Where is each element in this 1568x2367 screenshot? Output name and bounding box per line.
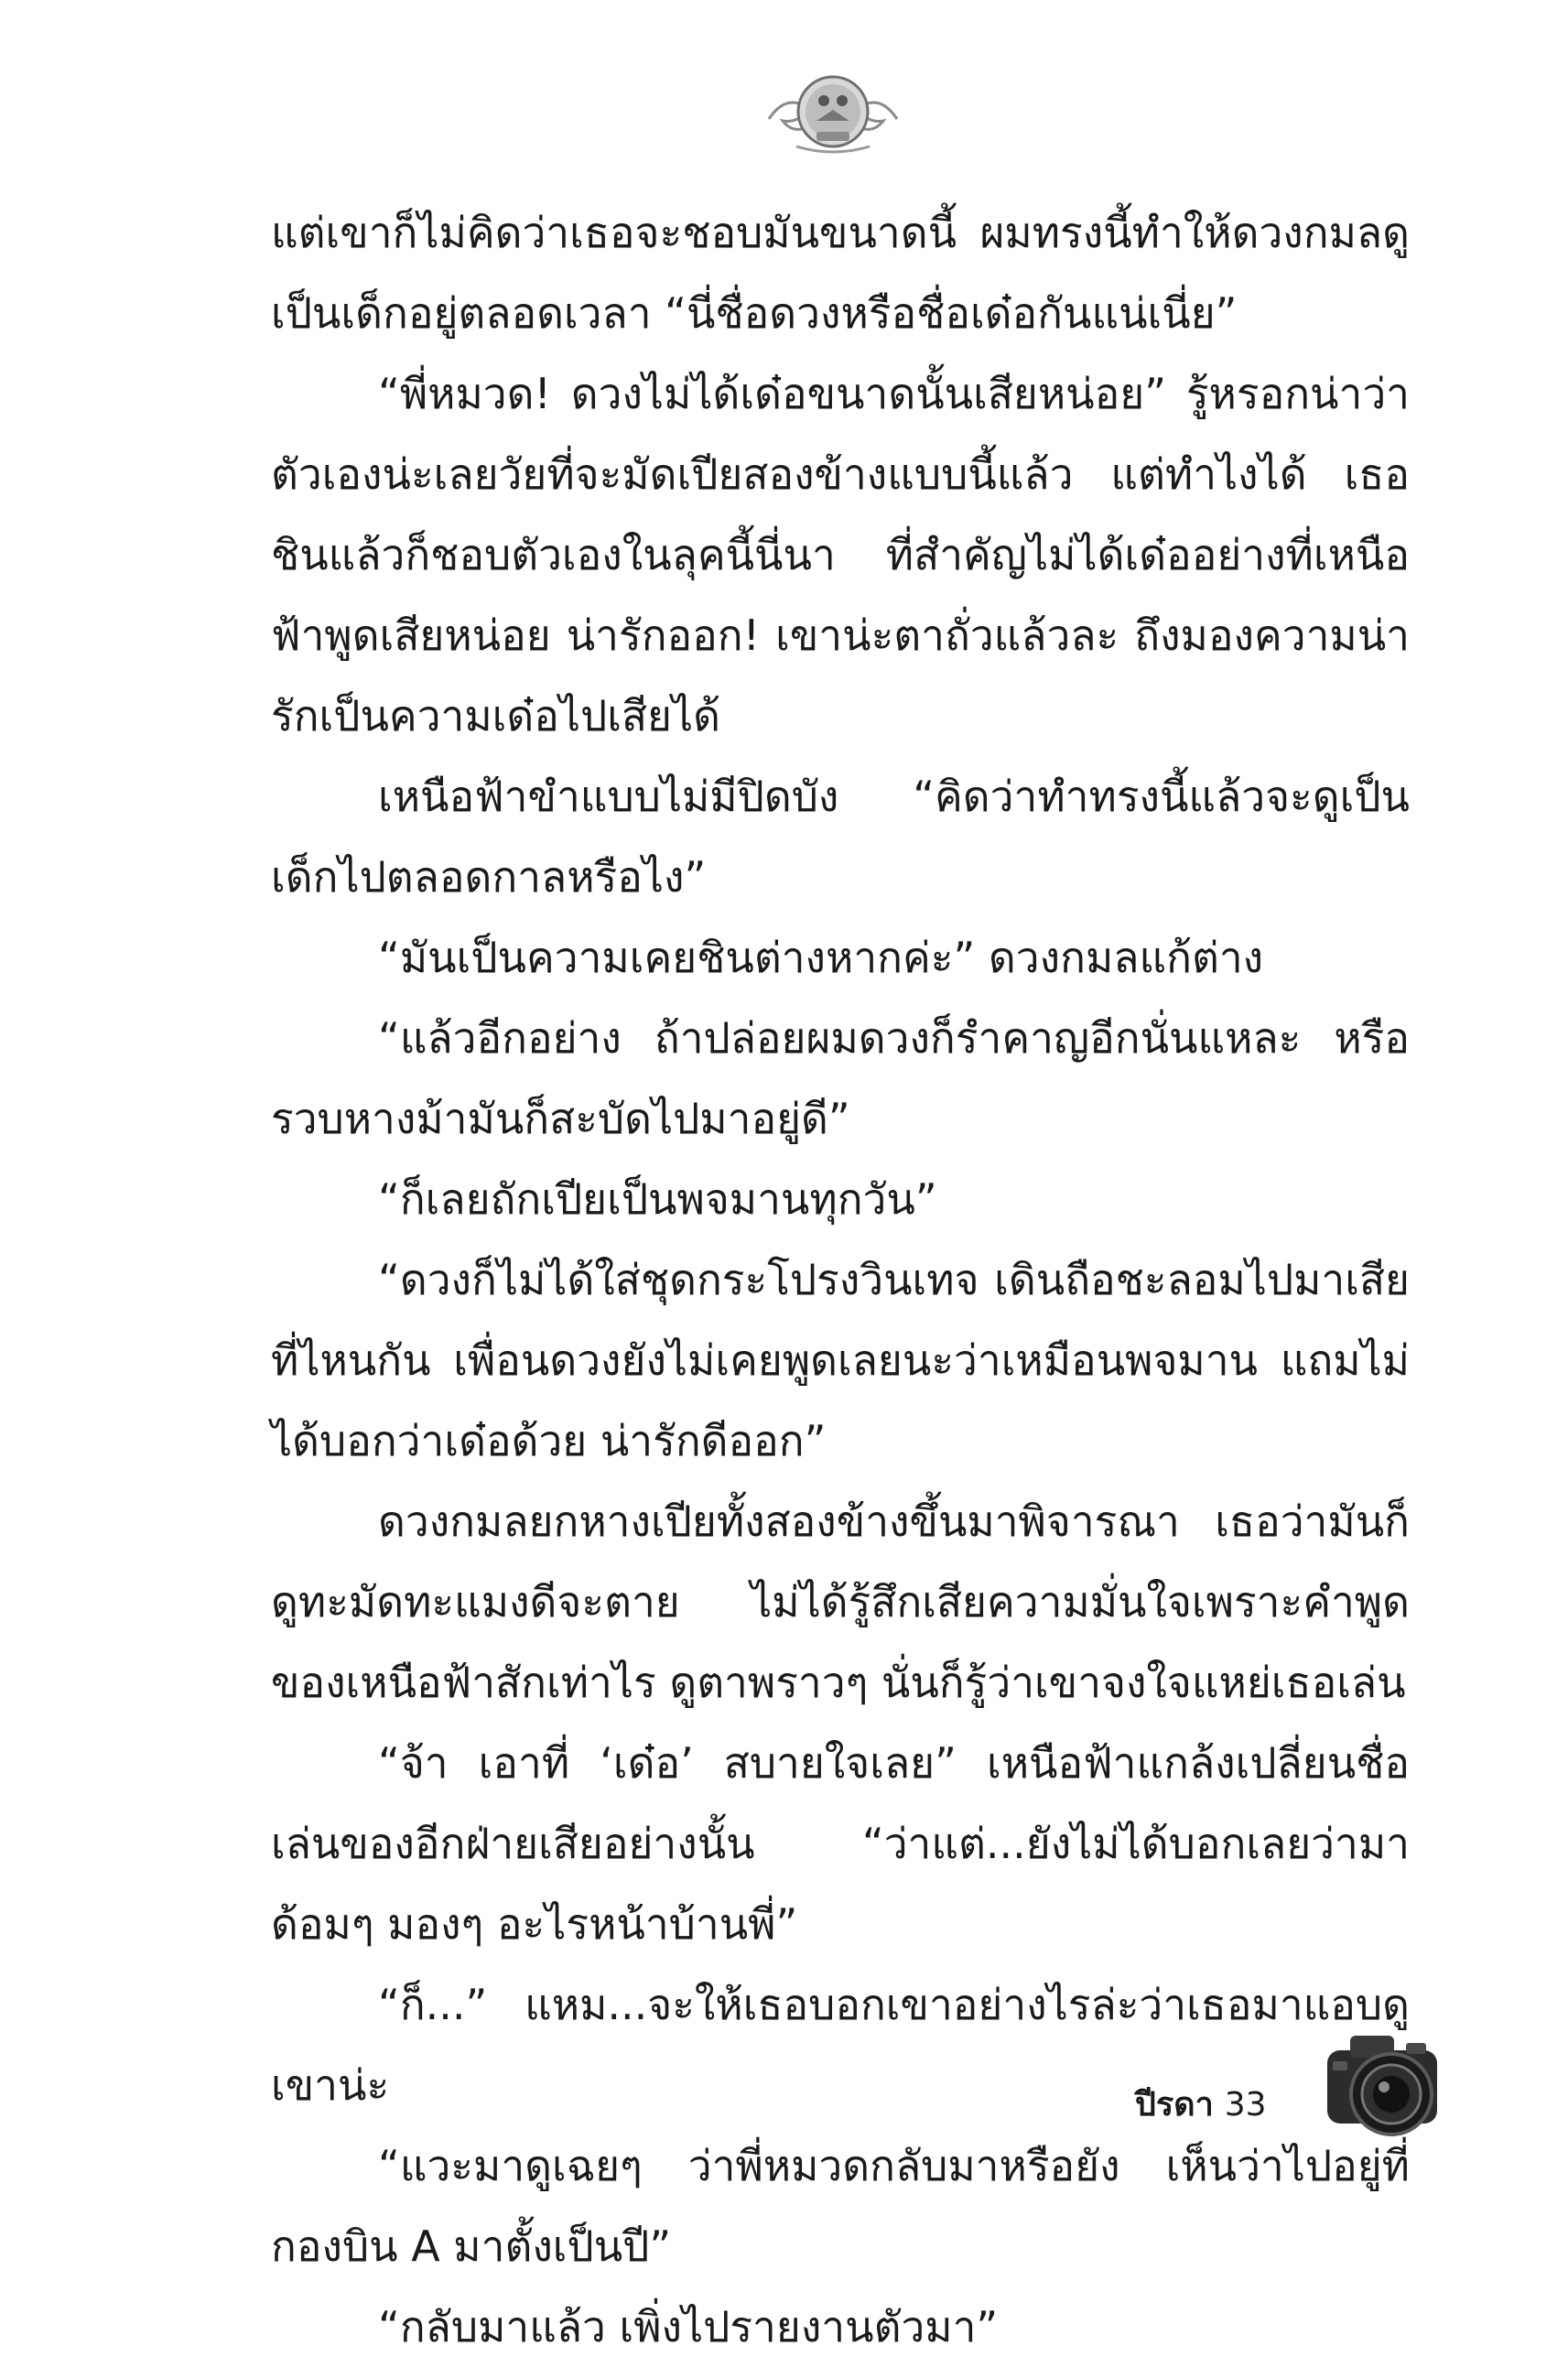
paragraph: “พี่หมวด! ดวงไม่ได้เด๋อขนาดนั้นเสียหน่อย” รู้หรอกน่าว่าตัวเองน่ะเลยวัยที่จะมัดเปียสองข้างแบบนี้แล้ว แต่ทำไงได้ เธอชินแล้วก็ชอบตัวเองในลุคนี้นี่นา ที่สำคัญไม่ได้เด๋ออย่างที่เหนือฟ้าพูดเสียหน่อย น่ารักออก! เขาน่ะตาถั่วแล้วละ ถึงมองความน่ารักเป็นความเด๋อไปเสียได้ bbox=[271, 369, 1410, 740]
page-footer bbox=[1135, 2078, 1267, 2130]
paragraph: แต่เขาก็ไม่คิดว่าเธอจะชอบมันขนาดนี้ ผมทรงนี้ทำให้ดวงกมลดูเป็นเด็กอยู่ตลอดเวลา “นี่ชื่อดวงหรือชื่อเด๋อกันแน่เนี่ย” bbox=[271, 208, 1410, 338]
paragraph: “จ้า เอาที่ ‘เด๋อ’ สบายใจเลย” เหนือฟ้าแกล้งเปลี่ยนชื่อเล่นของอีกฝ่ายเสียอย่างนั้น “ว่าแต่...ยังไม่ได้บอกเลยว่ามาด้อมๆ มองๆ อะไรหน้าบ้านพี่” bbox=[271, 1738, 1410, 1949]
paragraph: “ก็เลยถักเปียเป็นพจมานทุกวัน” bbox=[378, 1174, 937, 1224]
paragraph: “มันเป็นความเคยชินต่างหากค่ะ” ดวงกมลแก้ต่าง bbox=[378, 933, 1264, 982]
paragraph: “กลับมาแล้ว เพิ่งไปรายงานตัวมา” bbox=[378, 2302, 999, 2351]
ornamental-logo-icon bbox=[760, 55, 906, 165]
paragraph: เหนือฟ้าขำแบบไม่มีปิดบัง “คิดว่าทำทรงนี้แล้วจะดูเป็นเด็กไปตลอดกาลหรือไง” bbox=[271, 772, 1410, 902]
paragraph: ดวงกมลยกหางเปียทั้งสองข้างขึ้นมาพิจารณา เธอว่ามันก็ดูทะมัดทะแมงดีจะตาย ไม่ได้รู้สึกเสียความมั่นใจเพราะคำพูดของเหนือฟ้าสักเท่าไร ดูตาพราวๆ นั่นก็รู้ว่าเขาจงใจแหย่เธอเล่น bbox=[271, 1497, 1410, 1707]
story-text bbox=[271, 192, 1410, 2367]
author-name: ปีรดา bbox=[1135, 2086, 1214, 2124]
paragraph: “ก็...” แหม...จะให้เธอบอกเขาอย่างไรล่ะว่าเธอมาแอบดูเขาน่ะ bbox=[271, 1980, 1410, 2110]
page-number: 33 bbox=[1224, 2086, 1267, 2124]
paragraph: “แล้วอีกอย่าง ถ้าปล่อยผมดวงก็รำคาญอีกนั่นแหละ หรือรวบหางม้ามันก็สะบัดไปมาอยู่ดี” bbox=[271, 1013, 1410, 1143]
camera-icon bbox=[1318, 2014, 1455, 2151]
paragraph: “ดวงก็ไม่ได้ใส่ชุดกระโปรงวินเทจ เดินถือชะลอมไปมาเสียที่ไหนกัน เพื่อนดวงยังไม่เคยพูดเลยนะว่าเหมือนพจมาน แถมไม่ได้บอกว่าเด๋อด้วย น่ารักดีออก” bbox=[271, 1255, 1410, 1465]
paragraph: “แวะมาดูเฉยๆ ว่าพี่หมวดกลับมาหรือยัง เห็นว่าไปอยู่ที่กองบิน A มาตั้งเป็นปี” bbox=[271, 2141, 1410, 2271]
